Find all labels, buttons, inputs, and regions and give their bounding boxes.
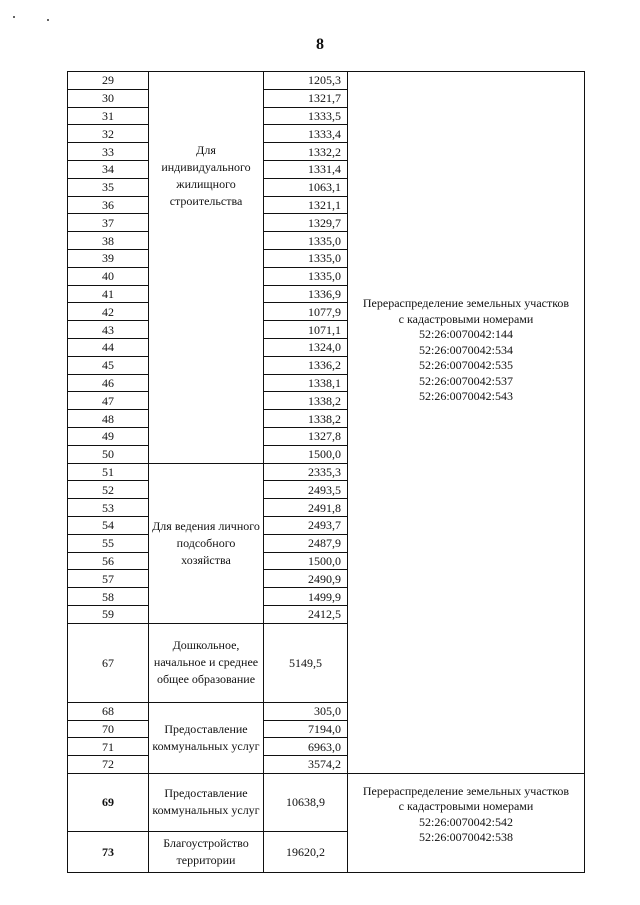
land-use-label: Предоставление коммунальных услуг: [149, 702, 264, 773]
plot-number: 46: [68, 374, 149, 392]
land-use-label: Для индивидуального жилищного строительства: [149, 72, 264, 464]
plot-number: 69: [68, 773, 149, 831]
plot-number: 55: [68, 534, 149, 552]
note-line: с кадастровыми номерами: [398, 799, 534, 814]
plot-area: 2491,8: [264, 499, 348, 517]
plot-number: 43: [68, 321, 149, 339]
plot-area: 1327,8: [264, 427, 348, 445]
plot-area: 1077,9: [264, 303, 348, 321]
note-line: 52:26:0070042:538: [418, 830, 513, 845]
plot-number: 42: [68, 303, 149, 321]
land-use-label: Предоставление коммунальных услуг: [149, 773, 264, 831]
plot-area: 1338,2: [264, 410, 348, 428]
plot-area: 1335,0: [264, 232, 348, 250]
note-line: 52:26:0070042:144: [418, 327, 513, 341]
plot-area: 1321,7: [264, 89, 348, 107]
plot-number: 70: [68, 720, 149, 738]
plot-area: 10638,9: [264, 773, 348, 831]
plot-number: 52: [68, 481, 149, 499]
plot-number: 51: [68, 463, 149, 481]
plot-area: 2493,7: [264, 516, 348, 534]
plot-number: 32: [68, 125, 149, 143]
plot-number: 73: [68, 831, 149, 872]
note-line: 52:26:0070042:534: [418, 342, 513, 357]
plot-area: 2412,5: [264, 605, 348, 623]
land-use-label: Благоустройство территории: [149, 831, 264, 872]
plot-area: 1063,1: [264, 178, 348, 196]
note-line: с кадастровыми номерами: [398, 311, 534, 326]
plot-area: 1336,9: [264, 285, 348, 303]
note-line: 52:26:0070042:537: [418, 373, 513, 388]
land-plots-table: [67, 71, 585, 873]
plot-number: 30: [68, 89, 149, 107]
plot-area: 7194,0: [264, 720, 348, 738]
plot-area: 1205,3: [264, 72, 348, 90]
plot-area: 1500,0: [264, 552, 348, 570]
plot-number: 54: [68, 516, 149, 534]
plot-number: 44: [68, 338, 149, 356]
note-line: 52:26:0070042:542: [418, 814, 513, 829]
plot-number: 29: [68, 72, 149, 90]
plot-area: 2335,3: [264, 463, 348, 481]
plot-number: 68: [68, 702, 149, 720]
plot-area: 305,0: [264, 702, 348, 720]
plot-number: 71: [68, 738, 149, 756]
plot-area: 19620,2: [264, 831, 348, 872]
plot-area: 1335,0: [264, 249, 348, 267]
plot-area: 1499,9: [264, 588, 348, 606]
plot-number: 48: [68, 410, 149, 428]
page-number: 8: [316, 36, 324, 53]
plot-number: 45: [68, 356, 149, 374]
plot-area: 1338,2: [264, 392, 348, 410]
plot-area: 1500,0: [264, 445, 348, 463]
plot-number: 56: [68, 552, 149, 570]
plot-area: 1338,1: [264, 374, 348, 392]
plot-area: 6963,0: [264, 738, 348, 756]
plot-number: 35: [68, 178, 149, 196]
plot-number: 53: [68, 499, 149, 517]
plot-number: 49: [68, 427, 149, 445]
plot-area: 1321,1: [264, 196, 348, 214]
plot-area: 1071,1: [264, 321, 348, 339]
plot-number: 38: [68, 232, 149, 250]
redistribution-note: [348, 773, 585, 872]
plot-number: 58: [68, 588, 149, 606]
plot-number: 34: [68, 160, 149, 178]
plot-area: 2490,9: [264, 570, 348, 588]
plot-number: 36: [68, 196, 149, 214]
plot-area: 1333,5: [264, 107, 348, 125]
note-line: Перераспределение земельных участков: [362, 296, 570, 310]
plot-area: 1324,0: [264, 338, 348, 356]
plot-area: 2493,5: [264, 481, 348, 499]
plot-area: 1333,4: [264, 125, 348, 143]
plot-number: 50: [68, 445, 149, 463]
plot-number: 33: [68, 143, 149, 161]
plot-area: 5149,5: [264, 623, 348, 702]
plot-number: 31: [68, 107, 149, 125]
plot-number: 72: [68, 756, 149, 774]
plot-number: 37: [68, 214, 149, 232]
plot-area: 1329,7: [264, 214, 348, 232]
table-row: [68, 72, 585, 90]
table-row: [68, 773, 585, 831]
plot-number: 47: [68, 392, 149, 410]
scan-speck: [47, 19, 49, 21]
plot-number: 39: [68, 249, 149, 267]
note-line: 52:26:0070042:535: [418, 358, 513, 372]
plot-area: 1336,2: [264, 356, 348, 374]
redistribution-note: [348, 72, 585, 774]
plot-number: 57: [68, 570, 149, 588]
plot-area: 1332,2: [264, 143, 348, 161]
plot-area: 3574,2: [264, 756, 348, 774]
plot-area: 1335,0: [264, 267, 348, 285]
plot-number: 59: [68, 605, 149, 623]
note-line: 52:26:0070042:543: [418, 389, 513, 403]
land-use-label: Для ведения личного подсобного хозяйства: [149, 463, 264, 623]
land-use-label: Дошкольное, начальное и среднее общее образование: [149, 623, 264, 702]
plot-number: 41: [68, 285, 149, 303]
plot-area: 1331,4: [264, 160, 348, 178]
note-line: Перераспределение земельных участков: [362, 783, 570, 798]
plot-area: 2487,9: [264, 534, 348, 552]
plot-number: 40: [68, 267, 149, 285]
plot-number: 67: [68, 623, 149, 702]
scan-speck: [13, 16, 15, 18]
